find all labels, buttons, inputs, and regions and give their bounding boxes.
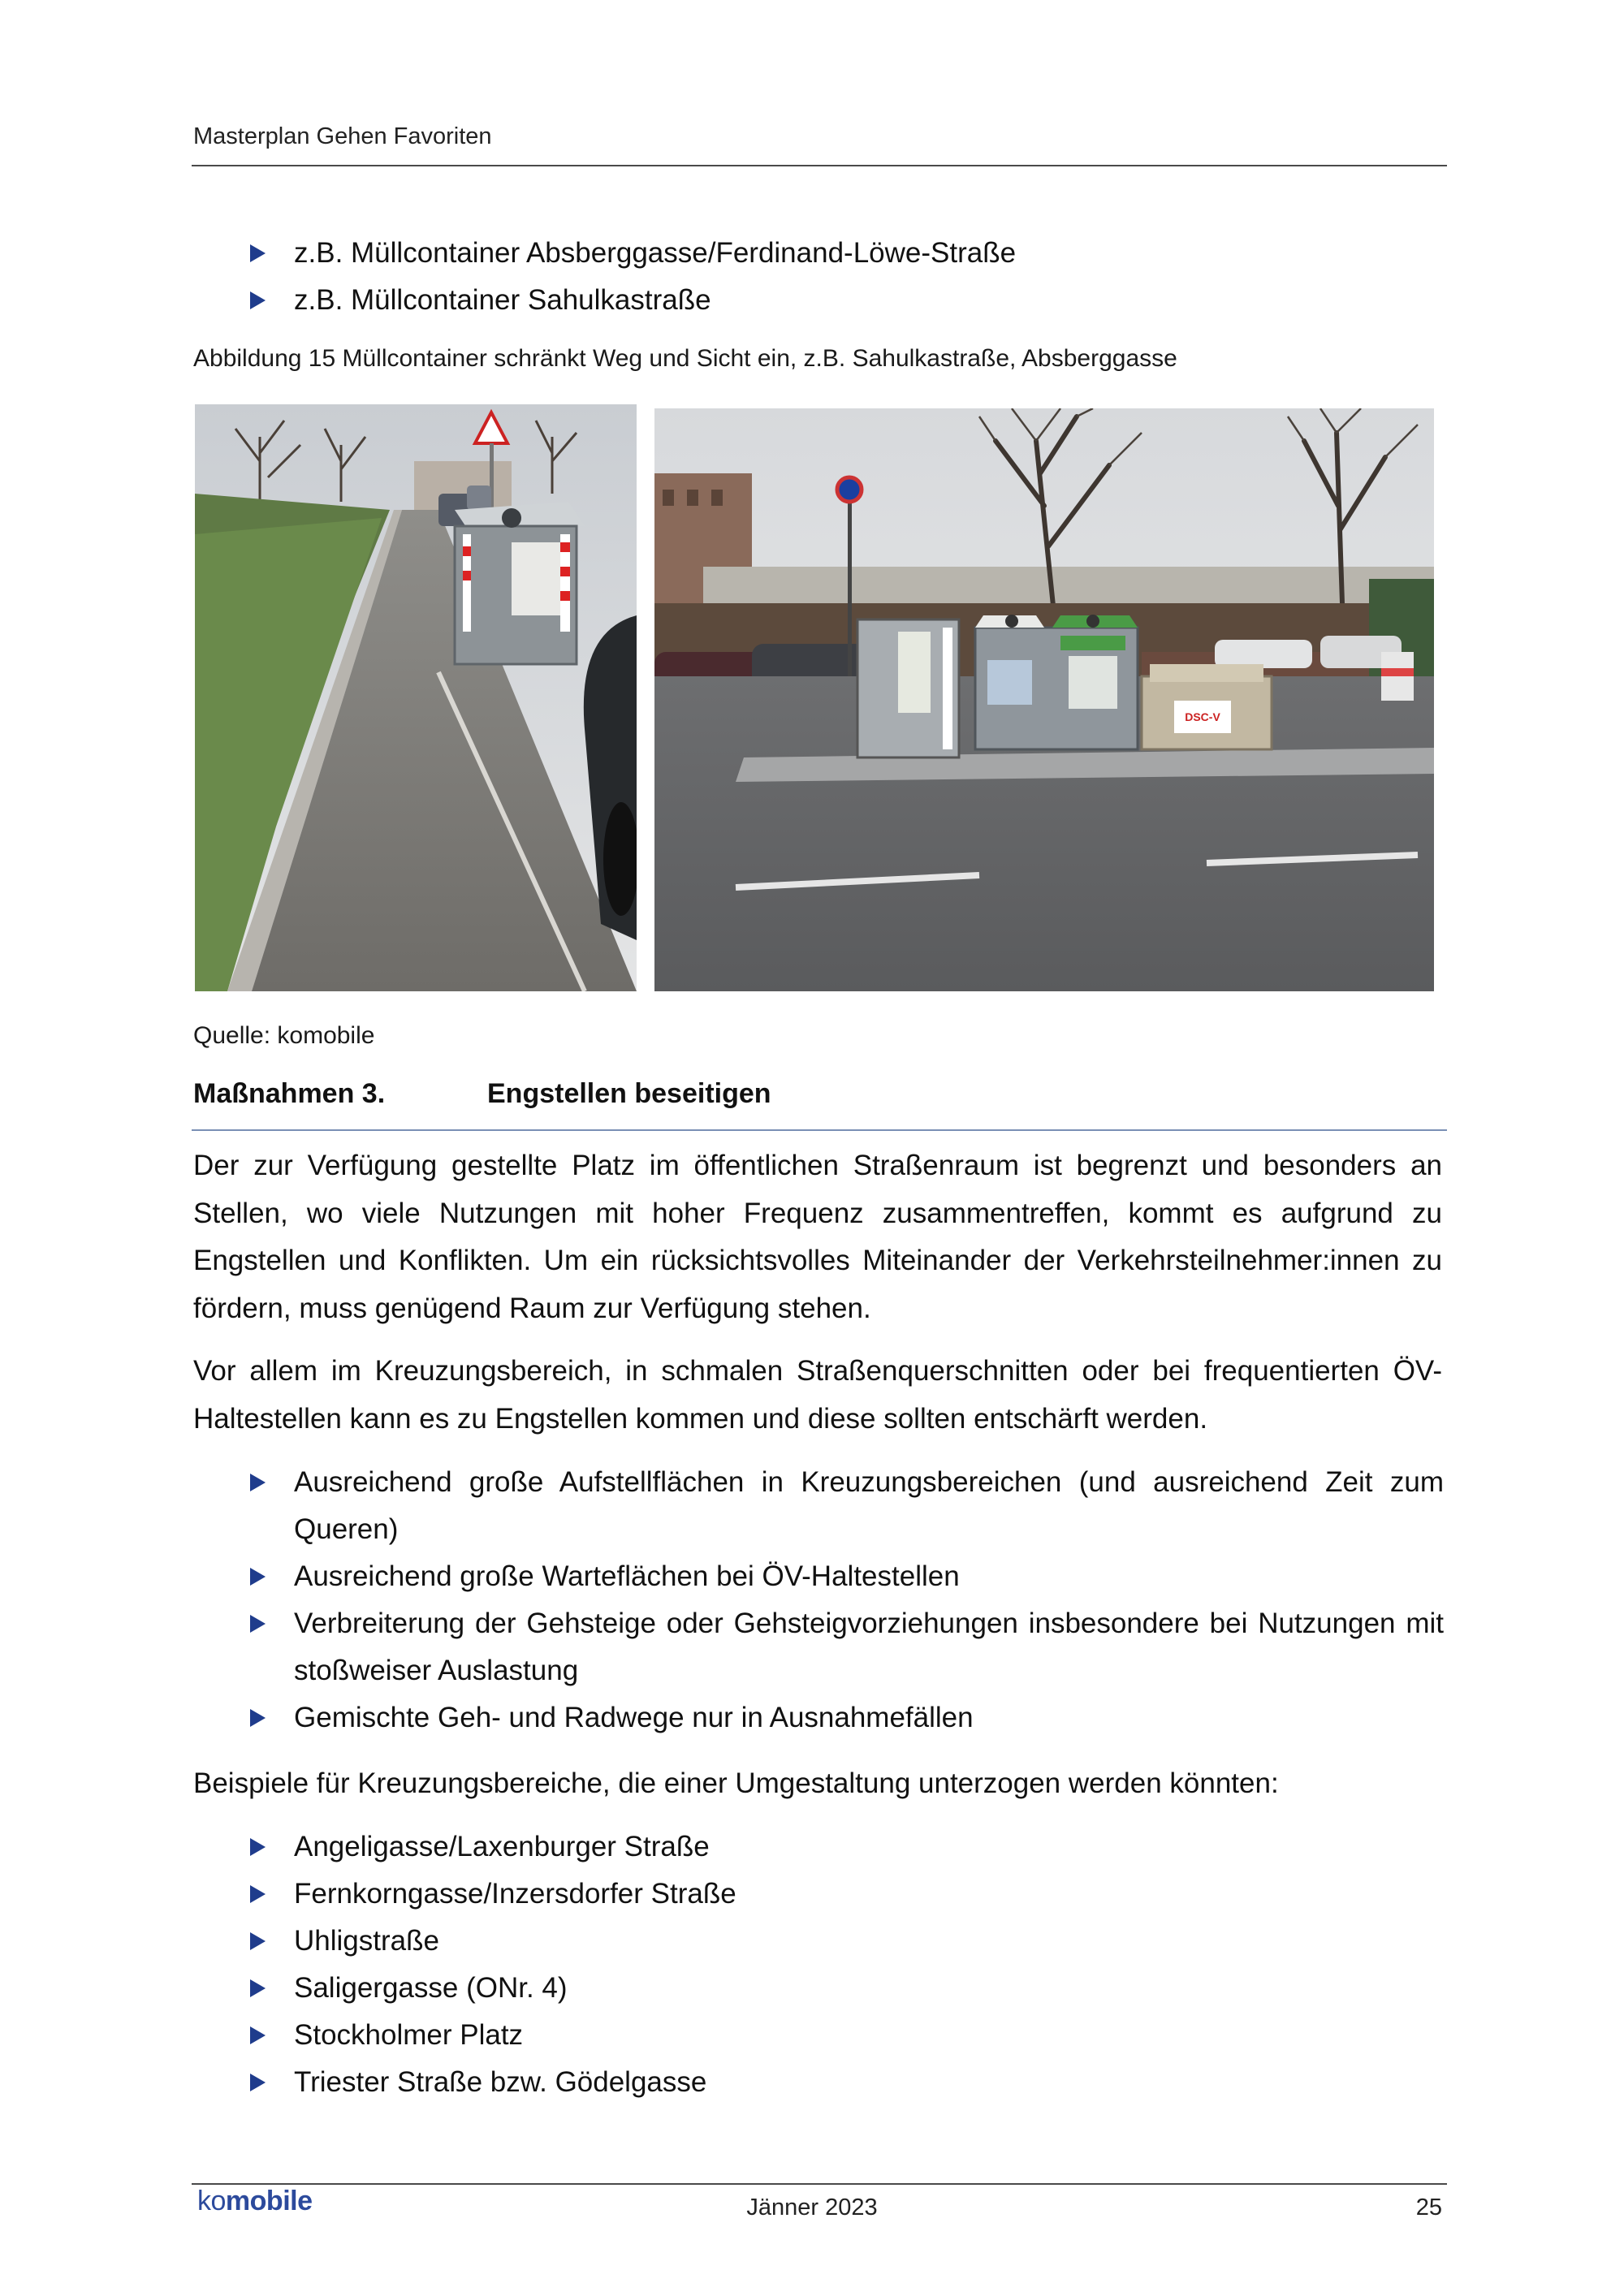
list-item: Verbreiterung der Gehsteige oder Gehsteigvorziehungen insbesondere bei Nutzungen mit stoßweiser Auslastung	[250, 1600, 1444, 1694]
photo-sidewalk-containers	[195, 404, 637, 991]
list-item: Saligergasse (ONr. 4)	[250, 1965, 1444, 2012]
list-item: z.B. Müllcontainer Sahulkastraße	[250, 277, 1444, 324]
page-number: 25	[1415, 2195, 1442, 2220]
list-item: Ausreichend große Warteflächen bei ÖV-Haltestellen	[250, 1553, 1444, 1600]
photo-street-containers	[654, 408, 1434, 991]
paragraph-beispiele: Beispiele für Kreuzungsbereiche, die einer Umgestaltung unterzogen werden könnten:	[193, 1767, 1279, 1799]
triangle-bullet-icon	[250, 1615, 266, 1633]
triangle-bullet-icon	[250, 1885, 266, 1903]
container-logo-text: DSC-V	[1185, 710, 1220, 723]
section-number: Maßnahmen 3.	[193, 1078, 386, 1109]
list-item: Angeligasse/Laxenburger Straße	[250, 1823, 1444, 1871]
section-title: Engstellen beseitigen	[487, 1078, 771, 1109]
paragraph-kreuzung: Vor allem im Kreuzungsbereich, in schmalen Straßenquerschnitten oder bei frequentierten ÖV-Haltestellen kann es zu Engstellen kommen und diese sollten entschärft werden.	[193, 1355, 1442, 1435]
list-item: Gemischte Geh- und Radwege nur in Ausnahmefällen	[250, 1694, 1444, 1741]
list-item: Ausreichend große Aufstellflächen in Kreuzungsbereichen (und ausreichend Zeit zum Queren)	[250, 1459, 1444, 1553]
triangle-bullet-icon	[250, 2074, 266, 2091]
list-item: z.B. Müllcontainer Absberggasse/Ferdinand-Löwe-Straße	[250, 230, 1444, 277]
triangle-bullet-icon	[250, 1474, 266, 1491]
footer-rule	[192, 2183, 1447, 2185]
komobile-logo: komobile	[197, 2186, 313, 2216]
triangle-bullet-icon	[250, 244, 266, 262]
footer-date: Jänner 2023	[746, 2195, 878, 2220]
triangle-bullet-icon	[250, 1709, 266, 1727]
paragraph-platz: Der zur Verfügung gestellte Platz im öffentlichen Straßenraum ist begrenzt und besonders an Stellen, wo viele Nutzungen mit hoher Frequenz zusammentreffen, kommt es aufgrund zu Engstellen und Konflikten. Um ein rücksichtsvolles Miteinander der Verkehrsteilnehmer:innen zu fördern, muss genügend Raum zur Verfügung stehen.	[193, 1150, 1442, 1324]
triangle-bullet-icon	[250, 1838, 266, 1856]
list-item: Fernkorngasse/Inzersdorfer Straße	[250, 1871, 1444, 1918]
figure-caption: Abbildung 15 Müllcontainer schränkt Weg und Sicht ein, z.B. Sahulkastraße, Absberggasse	[193, 345, 1177, 372]
running-header: Masterplan Gehen Favoriten	[193, 123, 492, 149]
triangle-bullet-icon	[250, 1568, 266, 1586]
list-item: Triester Straße bzw. Gödelgasse	[250, 2059, 1444, 2106]
measures-list	[250, 1459, 1444, 1741]
list-item: Stockholmer Platz	[250, 2012, 1444, 2059]
top-bullet-list	[250, 230, 1444, 324]
triangle-bullet-icon	[250, 1979, 266, 1997]
triangle-bullet-icon	[250, 291, 266, 309]
sidewalk-photo-illustration	[195, 404, 637, 991]
section-rule	[192, 1129, 1447, 1131]
examples-list	[250, 1823, 1444, 2106]
list-item: Uhligstraße	[250, 1918, 1444, 1965]
street-photo-illustration	[654, 408, 1434, 991]
header-rule	[192, 165, 1447, 166]
triangle-bullet-icon	[250, 2026, 266, 2044]
figure-source: Quelle: komobile	[193, 1022, 375, 1049]
triangle-bullet-icon	[250, 1932, 266, 1950]
